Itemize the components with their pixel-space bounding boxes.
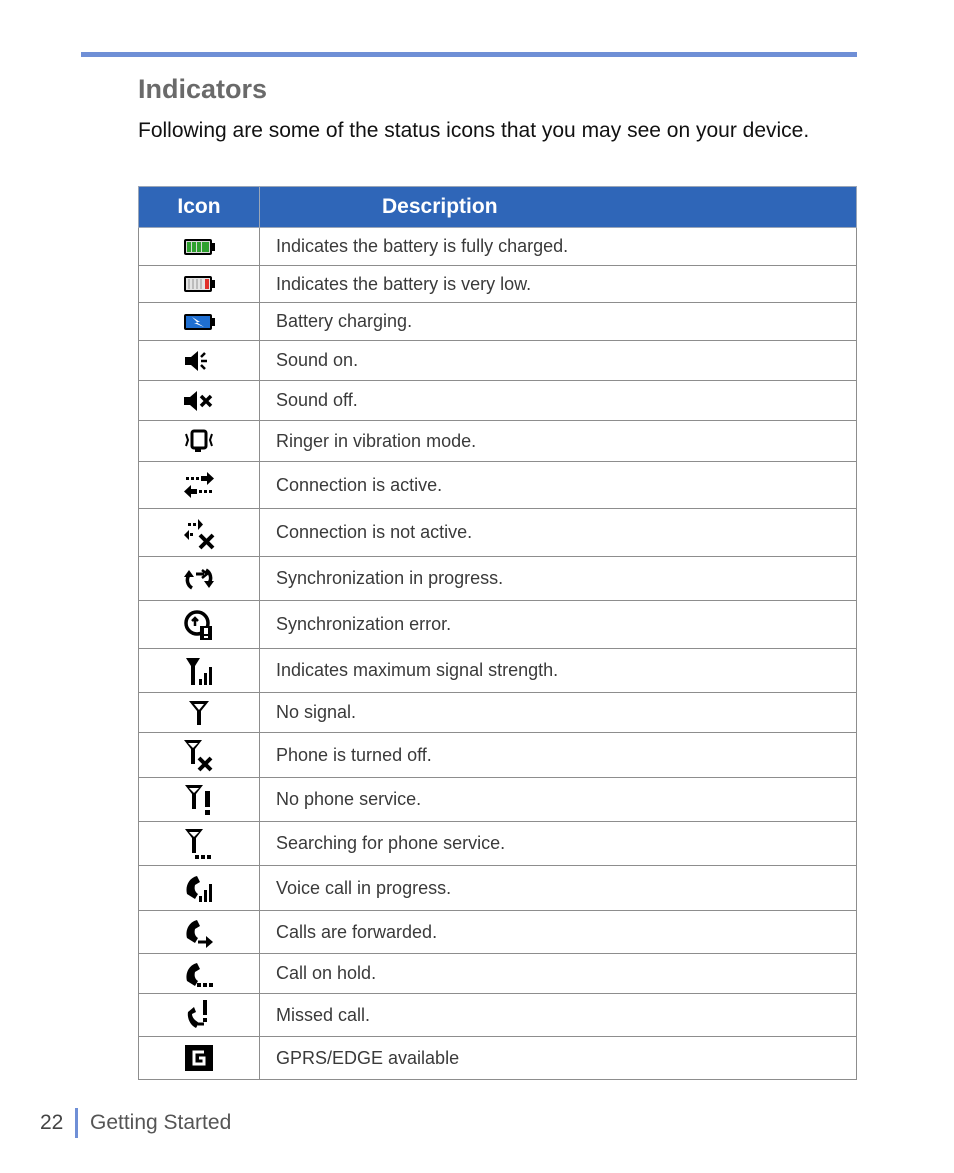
table-row xyxy=(139,462,857,509)
footer-divider xyxy=(75,1108,78,1138)
no-service-icon xyxy=(139,783,259,817)
description-cell: Sound off. xyxy=(260,381,857,421)
table-row xyxy=(139,266,857,303)
table-header-row xyxy=(139,187,857,228)
table-row xyxy=(139,778,857,822)
description-cell: Indicates maximum signal strength. xyxy=(260,649,857,693)
section-title: Getting Started xyxy=(90,1111,232,1134)
table-row xyxy=(139,303,857,341)
description-cell: Indicates the battery is very low. xyxy=(260,266,857,303)
description-cell: Sound on. xyxy=(260,341,857,381)
column-header-icon: Icon xyxy=(139,187,260,228)
table-row xyxy=(139,911,857,954)
indicators-table xyxy=(138,186,857,1080)
table-row xyxy=(139,649,857,693)
table-row xyxy=(139,693,857,733)
table-row xyxy=(139,381,857,421)
table-row xyxy=(139,601,857,649)
battery-low-icon xyxy=(139,274,259,294)
description-cell: Indicates the battery is fully charged. xyxy=(260,228,857,266)
description-cell: Voice call in progress. xyxy=(260,866,857,911)
sync-error-icon xyxy=(139,608,259,642)
table-row xyxy=(139,557,857,601)
column-header-description: Description xyxy=(260,187,857,228)
table-row xyxy=(139,228,857,266)
battery-charging-icon xyxy=(139,312,259,332)
table-row xyxy=(139,733,857,778)
signal-max-icon xyxy=(139,655,259,687)
table-row xyxy=(139,866,857,911)
table-row xyxy=(139,341,857,381)
connection-inactive-icon xyxy=(139,516,259,550)
table-row xyxy=(139,954,857,994)
table-row xyxy=(139,1037,857,1080)
description-cell: No signal. xyxy=(260,693,857,733)
battery-full-icon xyxy=(139,237,259,257)
description-cell: GPRS/EDGE available xyxy=(260,1037,857,1080)
description-cell: Synchronization in progress. xyxy=(260,557,857,601)
description-cell: No phone service. xyxy=(260,778,857,822)
gprs-edge-icon xyxy=(139,1044,259,1072)
call-hold-icon xyxy=(139,959,259,989)
description-cell: Connection is active. xyxy=(260,462,857,509)
table-row xyxy=(139,822,857,866)
description-cell: Phone is turned off. xyxy=(260,733,857,778)
description-cell: Calls are forwarded. xyxy=(260,911,857,954)
voice-call-icon xyxy=(139,872,259,904)
description-cell: Ringer in vibration mode. xyxy=(260,421,857,462)
connection-active-icon xyxy=(139,469,259,501)
phone-off-icon xyxy=(139,738,259,772)
intro-text: Following are some of the status icons that you may see on your device. xyxy=(138,119,810,142)
page-number: 22 xyxy=(40,1111,64,1134)
description-cell: Searching for phone service. xyxy=(260,822,857,866)
call-forward-icon xyxy=(139,916,259,948)
table-row xyxy=(139,509,857,557)
table-row xyxy=(139,994,857,1037)
searching-service-icon xyxy=(139,827,259,861)
description-cell: Synchronization error. xyxy=(260,601,857,649)
sound-off-icon xyxy=(139,388,259,414)
description-cell: Connection is not active. xyxy=(260,509,857,557)
description-cell: Missed call. xyxy=(260,994,857,1037)
table-row xyxy=(139,421,857,462)
top-rule xyxy=(81,52,857,57)
page-heading: Indicators xyxy=(138,74,268,104)
sound-on-icon xyxy=(139,348,259,374)
description-cell: Battery charging. xyxy=(260,303,857,341)
no-signal-icon xyxy=(139,699,259,727)
sync-progress-icon xyxy=(139,564,259,594)
description-cell: Call on hold. xyxy=(260,954,857,994)
missed-call-icon xyxy=(139,998,259,1032)
vibration-icon xyxy=(139,428,259,454)
